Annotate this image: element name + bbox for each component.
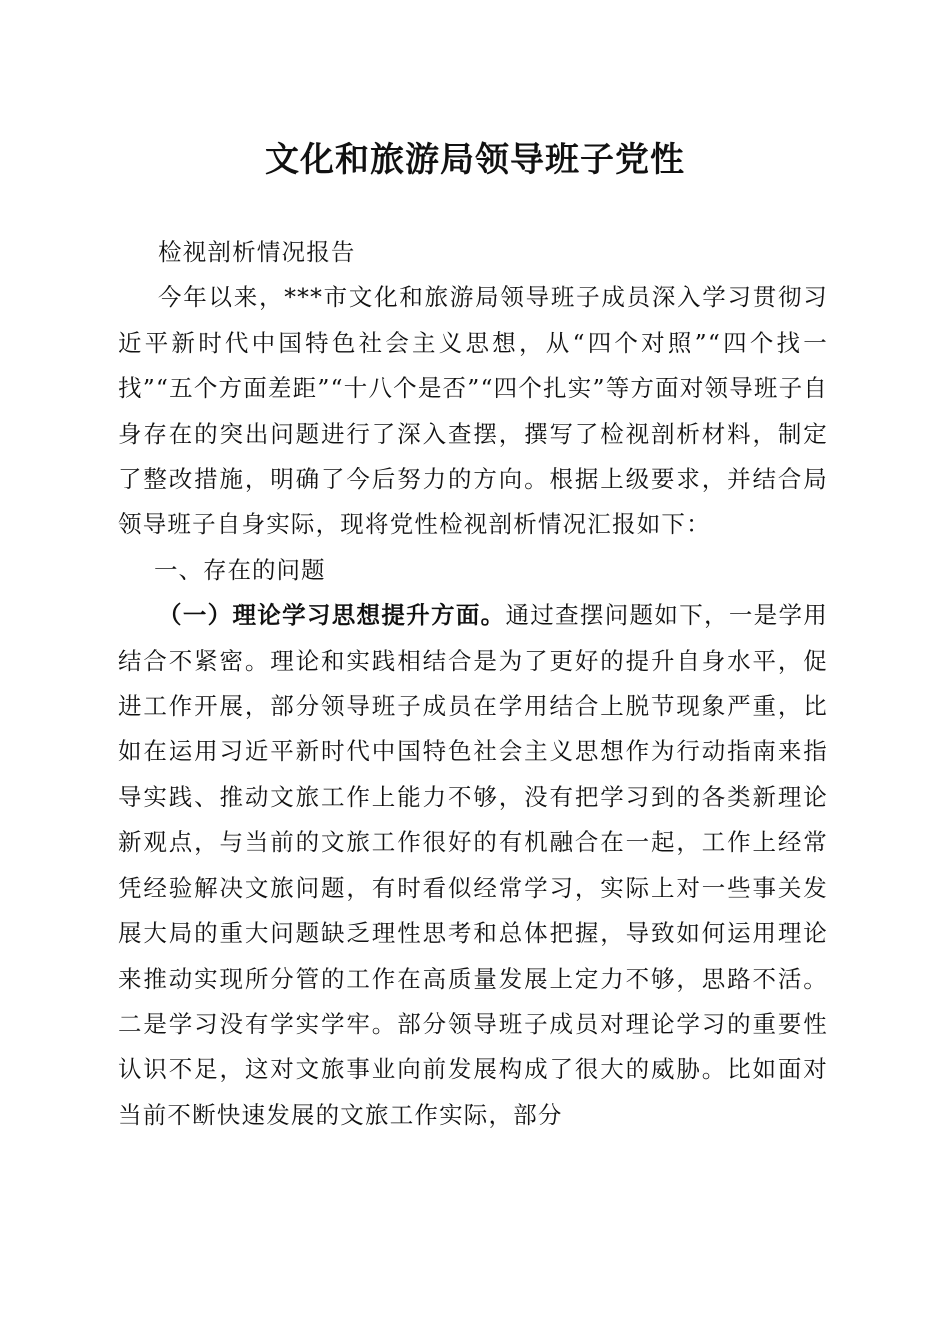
section-1-item-1-paragraph [118, 593, 828, 1138]
section-heading-1: 一、存在的问题 [154, 555, 326, 584]
document-title: 文化和旅游局领导班子党性 [265, 140, 685, 180]
item-body-text: 通过查摆问题如下，一是学用结合不紧密。理论和实践相结合是为了更好的提升自身水平，促进工作开展，部分领导班子成员在学用结合上脱节现象严重，比如在运用习近平新时代中国特色社会主义思想作为行动指南来指导实践、推动文旅工作上能力不够，没有把学习到的各类新理论新观点，与当前的文旅工作很好的有机融合在一起，工作上经常凭经验解决文旅问题，有时看似经常学习，实际上对一些事关发展大局的重大问题缺乏理性思考和总体把握，导致如何运用理论来推动实现所分管的工作在高质量发展上定力不够，思路不活。二是学习没有学实学牢。部分领导班子成员对理论学习的重要性认识不足，这对文旅事业向前发展构成了很大的威胁。比如面对当前不断快速发展的文旅工作实际，部分 [118, 601, 828, 1129]
intro-paragraph: 今年以来，***市文化和旅游局领导班子成员深入学习贯彻习近平新时代中国特色社会主义思想，从“四个对照”“四个找一找”“五个方面差距”“十八个是否”“四个扎实”等方面对领导班子自身存在的突出问题进行了深入查摆，撰写了检视剖析材料，制定了整改措施，明确了今后努力的方向。根据上级要求，并结合局领导班子自身实际，现将党性检视剖析情况汇报如下： [118, 283, 828, 539]
document-subtitle: 检视剖析情况报告 [158, 238, 356, 266]
item-lead-text: （一）理论学习思想提升方面。 [158, 601, 506, 630]
document-body [118, 230, 828, 1138]
